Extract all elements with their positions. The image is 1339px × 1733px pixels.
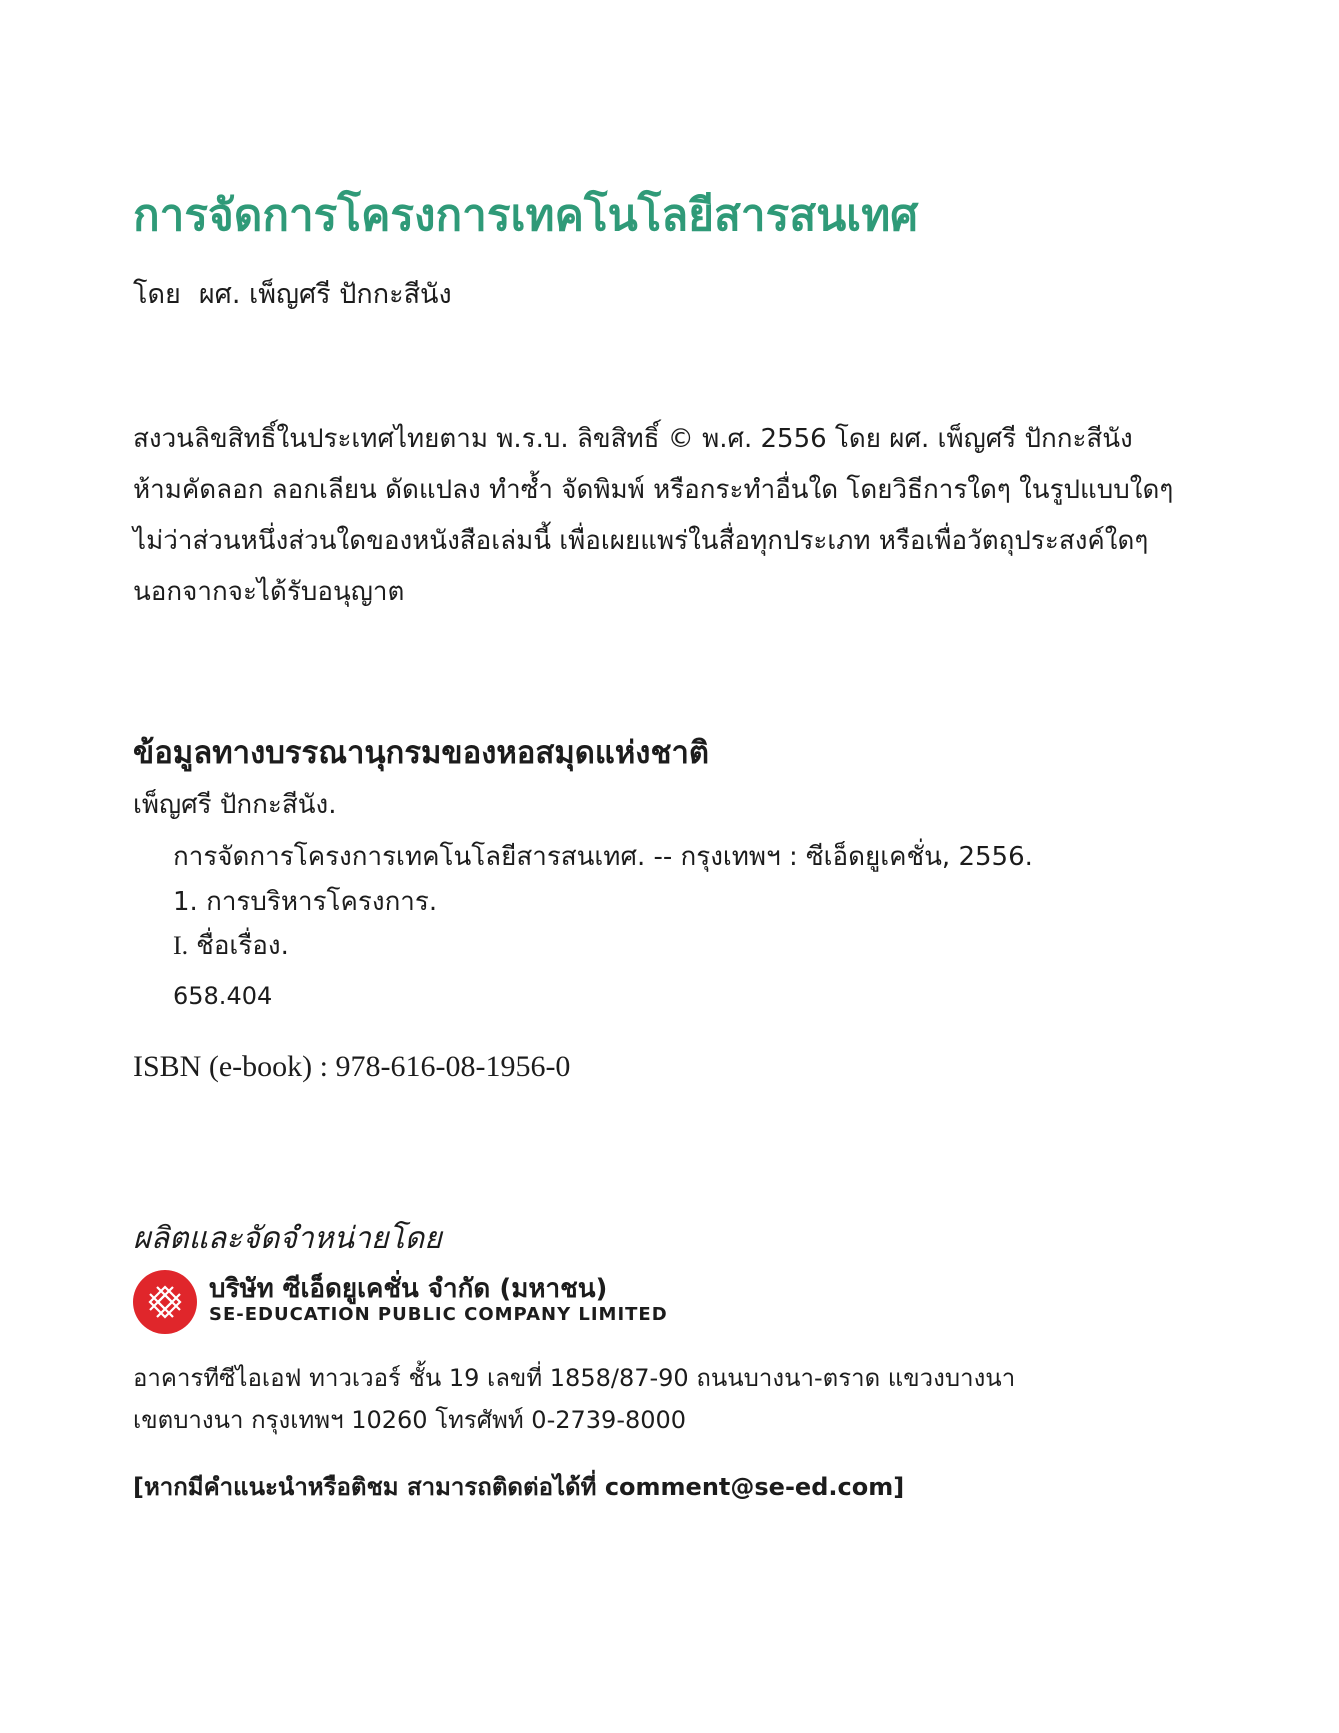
publisher-logo-icon <box>133 1270 197 1334</box>
cip-heading: ข้อมูลทางบรรณานุกรมของหอสมุดแห่งชาติ <box>133 735 710 771</box>
isbn: ISBN (e-book) : 978-616-08-1956-0 <box>133 1050 571 1083</box>
copyright-line: ไม่ว่าส่วนหนึ่งส่วนใดของหนังสือเล่มนี้ เพื่อเผยแพร่ในสื่อทุกประเภท หรือเพื่อวัตถุประสงค์ใดๆ <box>133 526 1149 556</box>
produced-by-label: ผลิตและจัดจำหน่ายโดย <box>133 1221 442 1256</box>
cip-classification: 658.404 <box>173 982 273 1010</box>
cip-subject-entry: 1. การบริหารโครงการ. <box>173 887 438 917</box>
cip-added-numeral: I. <box>173 931 189 960</box>
cip-added-entry <box>173 925 289 966</box>
copyright-line: นอกจากจะได้รับอนุญาต <box>133 577 405 607</box>
by-label: โดย <box>133 279 181 310</box>
book-title: การจัดการโครงการเทคโนโลยีสารสนเทศ <box>133 190 919 241</box>
copyright-line: ห้ามคัดลอก ลอกเลียน ดัดแปลง ทำซ้ำ จัดพิมพ์ หรือกระทำอื่นใด โดยวิธีการใดๆ ในรูปแบบใดๆ <box>133 475 1174 505</box>
author-name: ผศ. เพ็ญศรี ปักกะสีนัง <box>198 279 452 310</box>
byline <box>133 272 452 315</box>
publisher-name-english: SE-EDUCATION PUBLIC COMPANY LIMITED <box>209 1304 668 1325</box>
publisher-address <box>133 1357 1015 1441</box>
publisher-name-thai: บริษัท ซีเอ็ดยูเคชั่น จำกัด (มหาชน) <box>209 1274 608 1304</box>
cip-author: เพ็ญศรี ปักกะสีนัง. <box>133 790 337 820</box>
cip-title-entry: การจัดการโครงการเทคโนโลยีสารสนเทศ. -- กรุงเทพฯ : ซีเอ็ดยูเคชั่น, 2556. <box>173 842 1033 872</box>
cip-added-text: ชื่อเรื่อง. <box>196 931 289 961</box>
address-line: เขตบางนา กรุงเทพฯ 10260 โทรศัพท์ 0-2739-8000 <box>133 1406 687 1434</box>
address-line: อาคารทีซีไอเอฟ ทาวเวอร์ ชั้น 19 เลขที่ 1858/87-90 ถนนบางนา-ตราด แขวงบางนา <box>133 1364 1016 1392</box>
copyright-line: สงวนลิขสิทธิ์ในประเทศไทยตาม พ.ร.บ. ลิขสิทธิ์ © พ.ศ. 2556 โดย ผศ. เพ็ญศรี ปักกะสีนัง <box>133 424 1133 454</box>
contact-note: [หากมีคำแนะนำหรือติชม สามารถติดต่อได้ที่ comment@se-ed.com] <box>133 1473 905 1501</box>
copyright-notice <box>133 414 1213 618</box>
